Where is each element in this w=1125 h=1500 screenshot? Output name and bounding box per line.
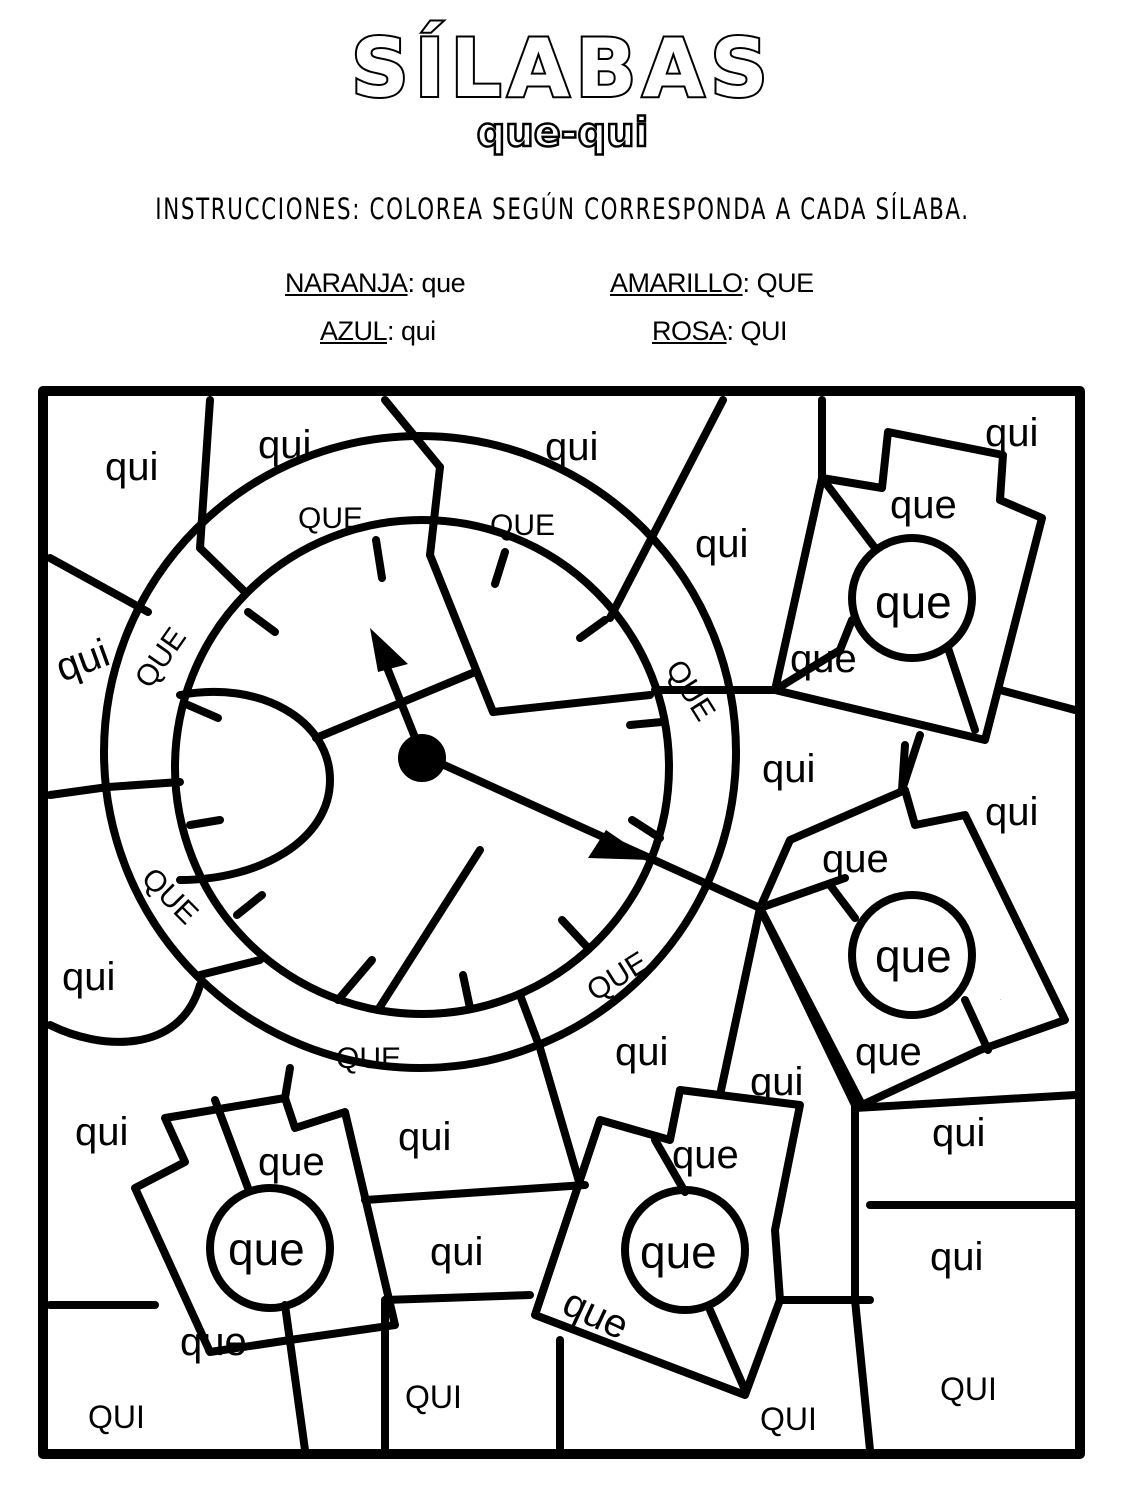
label-qui: qui <box>985 790 1039 834</box>
legend-syllable: qui <box>401 316 436 346</box>
label-qui: qui <box>105 445 159 489</box>
label-QUE: QUE <box>581 945 654 1008</box>
label-qui: qui <box>932 1111 986 1155</box>
label-qui: qui <box>398 1115 452 1159</box>
label-que: que <box>855 1030 922 1074</box>
label-QUE: QUE <box>336 1042 402 1075</box>
legend-color-name: AMARILLO <box>610 268 743 298</box>
label-que: que <box>790 637 857 681</box>
worksheet-title: SÍLABAS <box>351 22 774 115</box>
instructions-text: INSTRUCCIONES: COLOREA SEGÚN CORRESPONDA A CADA SÍLABA. <box>155 192 970 226</box>
legend-item-azul: AZUL: qui <box>320 316 436 346</box>
label-que: que <box>890 483 957 527</box>
legend-syllable: QUI <box>740 316 788 346</box>
label-QUI: QUI <box>760 1401 817 1437</box>
label-qui: qui <box>430 1230 484 1274</box>
label-qui: qui <box>695 522 749 566</box>
label-que: que <box>672 1133 739 1177</box>
label-qui: qui <box>762 747 816 791</box>
legend-item-naranja: NARANJA: que <box>285 268 466 298</box>
label-qui: qui <box>50 630 116 691</box>
label-que: que <box>875 930 952 982</box>
legend-item-amarillo: AMARILLO: QUE <box>610 268 814 298</box>
label-QUE: QUE <box>135 861 205 931</box>
label-QUI: QUI <box>940 1371 997 1407</box>
label-QUE: QUE <box>659 654 722 727</box>
label-que: que <box>822 837 889 881</box>
label-que: que <box>875 576 952 628</box>
label-que: que <box>258 1140 325 1184</box>
label-QUE: QUE <box>128 621 194 695</box>
label-qui: qui <box>615 1030 669 1074</box>
label-qui-hidden: qui <box>1000 1000 1002 1001</box>
legend-color-name: NARANJA <box>285 268 408 298</box>
legend-color-name: AZUL <box>320 316 388 346</box>
label-qui: qui <box>930 1235 984 1279</box>
label-que: que <box>180 1320 247 1364</box>
label-que: que <box>640 1226 717 1278</box>
legend-item-rosa: ROSA: QUI <box>652 316 788 346</box>
label-QUE: QUE <box>490 509 556 542</box>
label-qui: qui <box>62 955 116 999</box>
worksheet-subtitle: que-qui <box>476 110 649 156</box>
label-qui: qui <box>750 1060 804 1104</box>
puzzle-lines <box>43 391 1080 1454</box>
label-qui: qui <box>75 1110 129 1154</box>
label-qui: qui <box>985 411 1039 455</box>
label-qui: qui <box>545 425 599 469</box>
label-que: que <box>556 1280 636 1349</box>
legend-syllable: que <box>421 268 466 298</box>
label-QUE: QUE <box>298 502 364 535</box>
label-qui: qui <box>258 423 312 467</box>
label-QUI: QUI <box>405 1379 462 1415</box>
label-QUI: QUI <box>88 1399 145 1435</box>
legend-syllable: QUE <box>756 268 814 298</box>
legend-color-name: ROSA <box>652 316 727 346</box>
label-que: que <box>228 1223 305 1275</box>
